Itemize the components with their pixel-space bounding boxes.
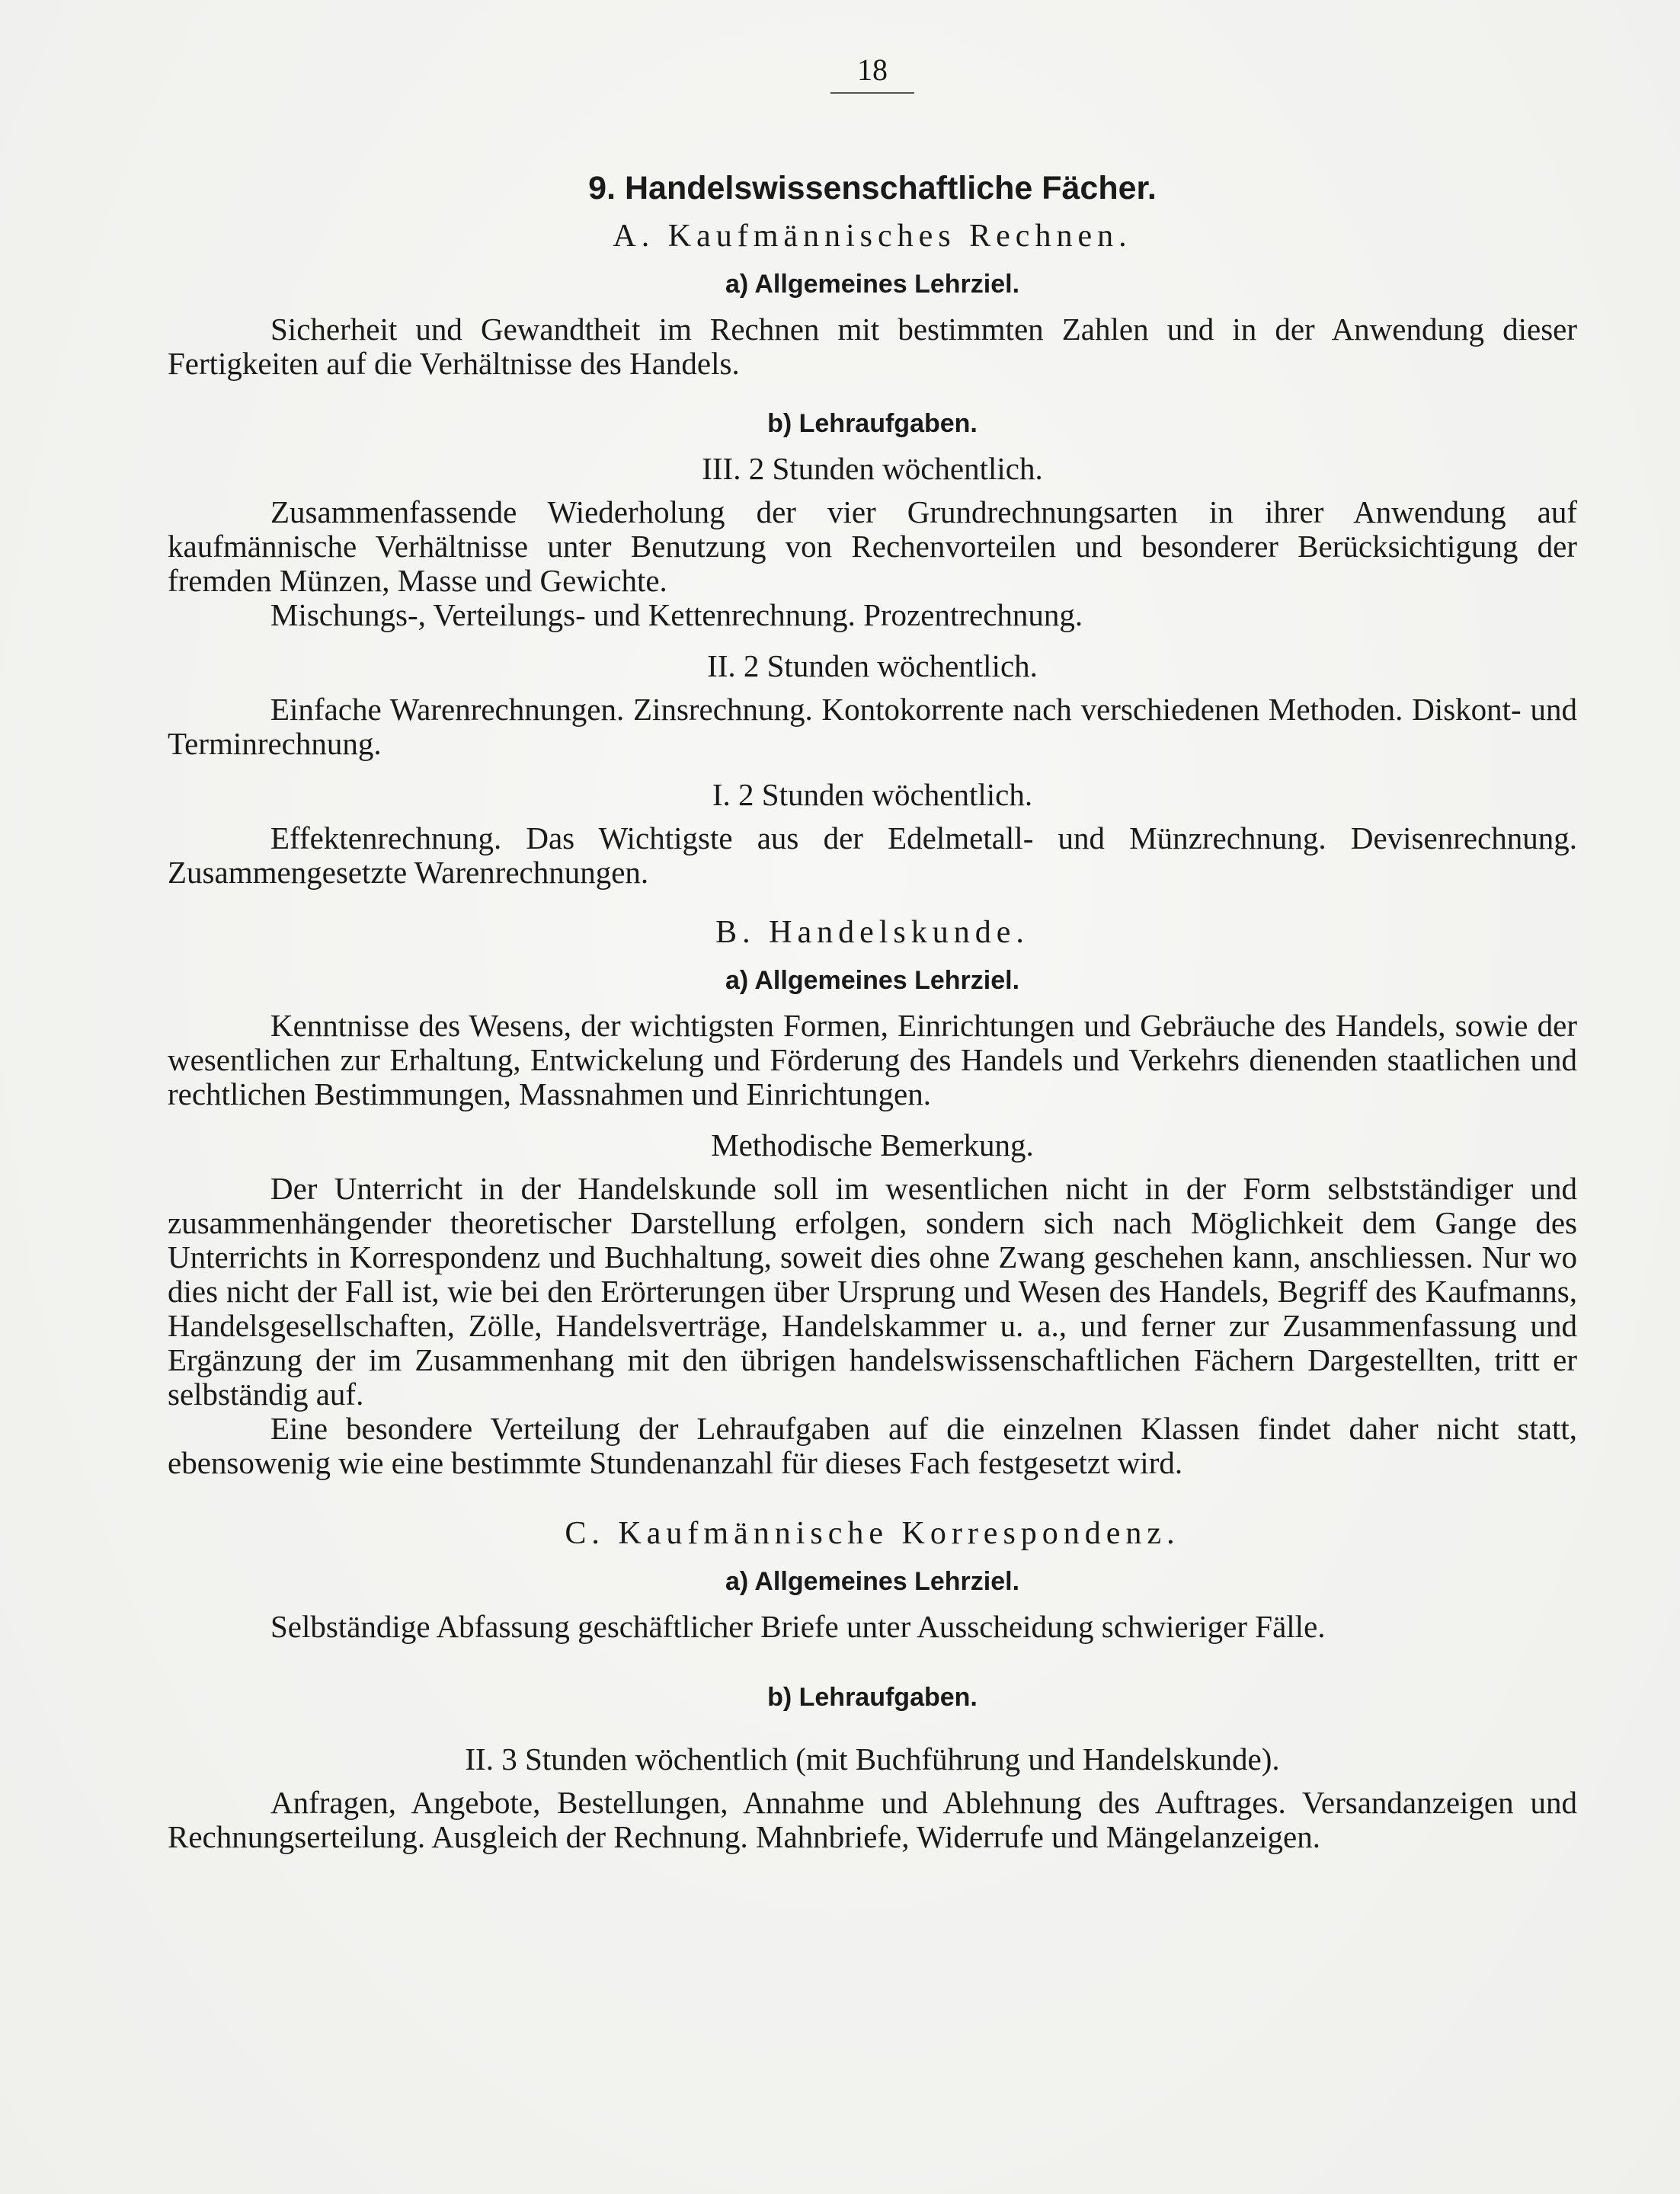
section-c-goal-text: Selbständige Abfassung geschäftlicher Briefe unter Ausscheidung schwieriger Fälle.: [270, 1609, 1326, 1644]
section-a-level-2-text: Einfache Warenrechnungen. Zinsrechnung. Kontokorrente nach verschiedenen Methoden. Diskont- und Terminrechnung.: [168, 692, 1577, 761]
section-a-goal-heading: a) Allgemeines Lehrziel.: [725, 270, 1020, 299]
section-c-goal-heading: a) Allgemeines Lehrziel.: [725, 1567, 1020, 1596]
section-b-goal-heading: a) Allgemeines Lehrziel.: [725, 966, 1020, 995]
section-b-title: B. Handelskunde.: [715, 915, 1029, 950]
section-b-remark-text-2: Eine besondere Verteilung der Lehraufgaben auf die einzelnen Klassen findet daher nicht statt, ebensowenig wie eine bestimmte Stundenanzahl für dieses Fach festgesetzt wird.: [168, 1411, 1577, 1480]
section-a-goal-text: Sicherheit und Gewandtheit im Rechnen mit bestimmten Zahlen und in der Anwendung dieser Fertigkeiten auf die Verhältnisse des Handels.: [168, 312, 1577, 381]
section-a-level-3-text-1: Zusammenfassende Wiederholung der vier Grundrechnungsarten in ihrer Anwendung auf kaufmännische Verhältnisse unter Benutzung von Rechenvorteilen und besonderer Berücksichtigung der fremden Münzen, Masse und Gewichte.: [168, 494, 1577, 598]
page-content: [168, 171, 1577, 1854]
page-number: 18: [830, 52, 914, 94]
section-c-level-2-label: II. 3 Stunden wöchentlich (mit Buchführung und Handelskunde).: [465, 1741, 1280, 1777]
section-a-level-1-label: I. 2 Stunden wöchentlich.: [712, 777, 1033, 812]
section-c-level-2-text: Anfragen, Angebote, Bestellungen, Annahme und Ablehnung des Auftrages. Versandanzeigen und Rechnungserteilung. Ausgleich der Rechnung. Mahnbriefe, Widerrufe und Mängelanzeigen.: [168, 1785, 1577, 1854]
section-b-remark-heading: Methodische Bemerkung.: [711, 1127, 1034, 1163]
section-c-title: C. Kaufmännische Korrespondenz.: [565, 1516, 1180, 1551]
section-b-goal-text: Kenntnisse des Wesens, der wichtigsten Formen, Einrichtungen und Gebräuche des Handels, sowie der wesentlichen zur Erhaltung, Entwickelung und Förderung des Handels und Verkehrs dienenden staatlichen und rechtlichen Bestimmungen, Massnahmen und Einrichtungen.: [168, 1008, 1577, 1111]
section-b-remark-text-1: Der Unterricht in der Handelskunde soll im wesentlichen nicht in der Form selbstständiger und zusammenhängender theoretischer Darstellung erfolgen, sondern sich nach Möglichkeit dem Gange des Unterrichts in Korrespondenz und Buchhaltung, soweit dies ohne Zwang geschehen kann, anschliessen. Nur wo dies nicht der Fall ist, wie bei den Erörterungen über Ursprung und Wesen des Handels, Begriff des Kaufmanns, Handelsgesellschaften, Zölle, Handelsverträge, Handelskammer u. a., und ferner zur Zusammenfassung und Ergänzung der im Zusammenhang mit den übrigen handelswissenschaftlichen Fächern Dargestellten, tritt er selbständig auf.: [168, 1171, 1577, 1412]
section-c-tasks-heading: b) Lehraufgaben.: [767, 1683, 978, 1712]
section-a-tasks-heading: b) Lehraufgaben.: [767, 409, 978, 438]
section-a-level-2-label: II. 2 Stunden wöchentlich.: [707, 648, 1038, 683]
section-a-level-3-label: III. 2 Stunden wöchentlich.: [702, 451, 1043, 486]
section-a-title: A. Kaufmännisches Rechnen.: [613, 219, 1132, 254]
section-a-level-1-text: Effektenrechnung. Das Wichtigste aus der Edelmetall- und Münzrechnung. Devisenrechnung. Zusammengesetzte Warenrechnungen.: [168, 820, 1577, 890]
section-a-level-3-text-2: Mischungs-, Verteilungs- und Kettenrechnung. Prozentrechnung.: [270, 597, 1083, 632]
main-heading: 9. Handelswissenschaftliche Fächer.: [588, 170, 1157, 206]
